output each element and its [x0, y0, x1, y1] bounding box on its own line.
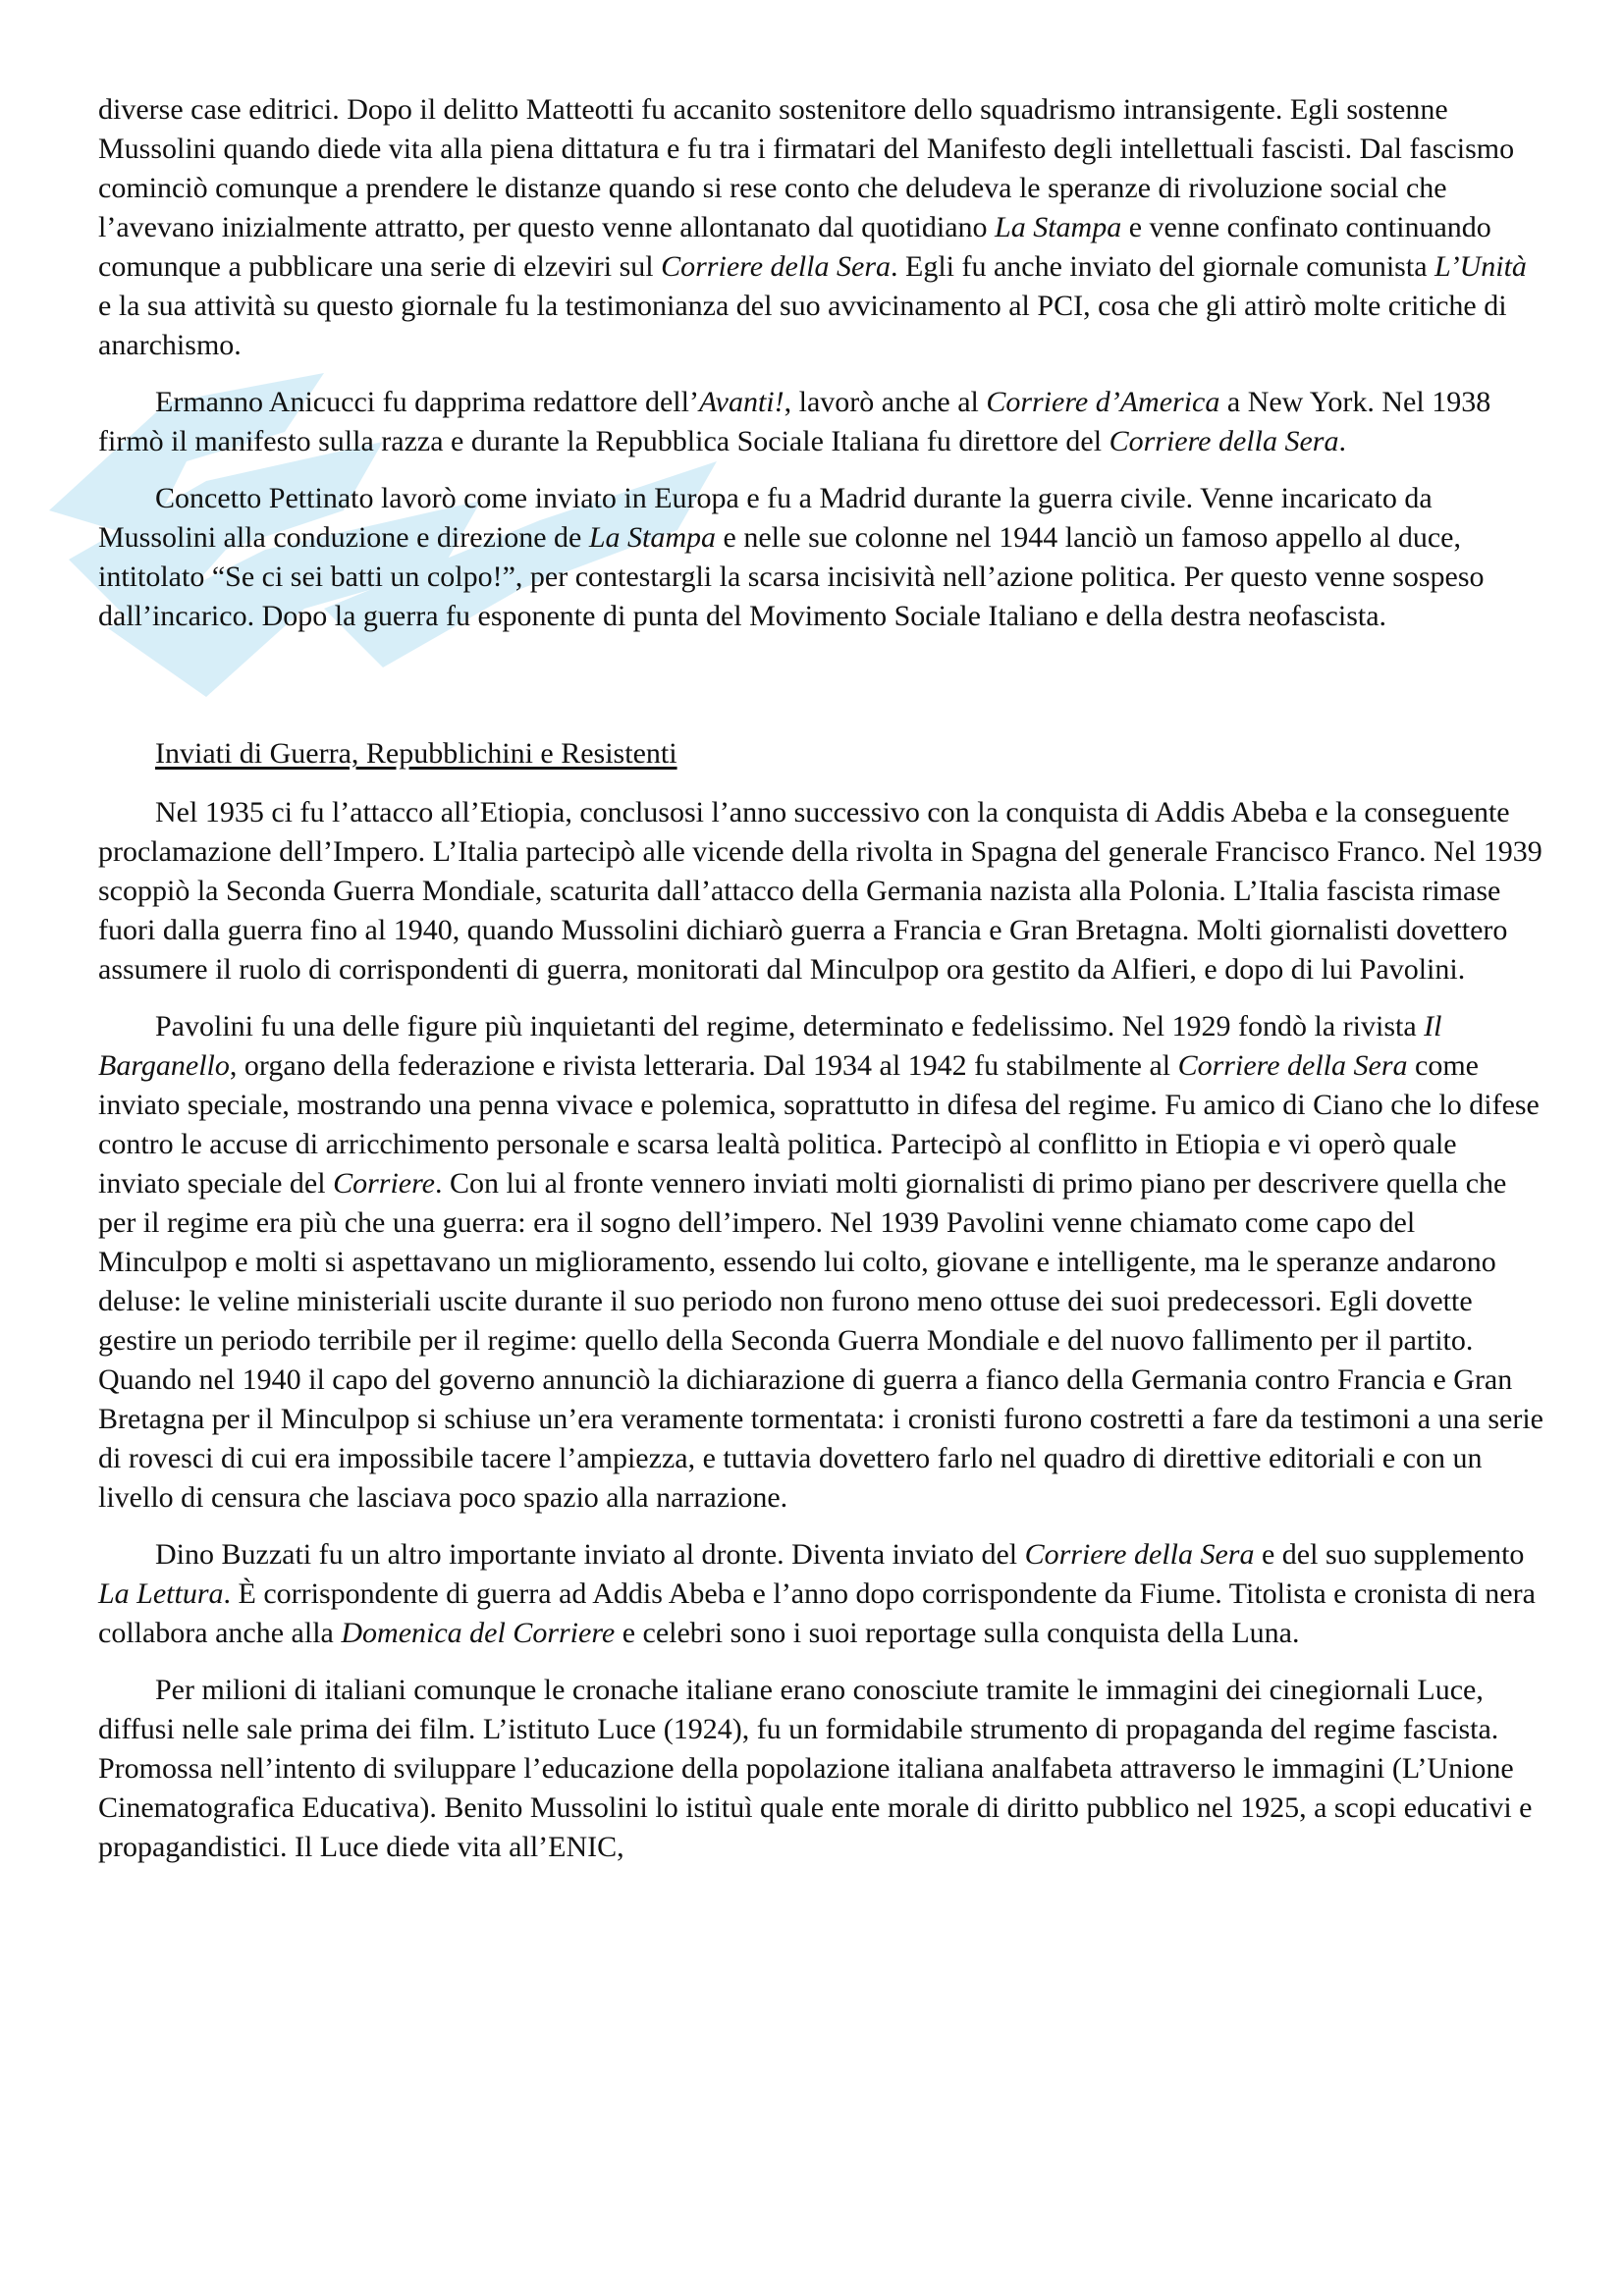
italic-title: Corriere della Sera — [661, 250, 891, 283]
intro-paragraphs — [98, 90, 1543, 636]
paragraph-text: . Egli fu anche inviato del giornale comunista — [891, 250, 1435, 283]
paragraph-text: a New York. Nel 1938 firmò il manifesto sulla razza e durante la Repubblica Sociale Italiana fu direttore del — [98, 386, 1491, 457]
paragraph-text: Concetto Pettinato lavorò come inviato in Europa e fu a Madrid durante la guerra civile. Venne incaricato da Mussolini alla conduzione e direzione de — [98, 482, 1433, 554]
italic-title: Domenica del Corriere — [341, 1617, 616, 1649]
section-body — [98, 793, 1543, 1867]
paragraph-text: diverse case editrici. Dopo il delitto Matteotti fu accanito sostenitore dello squadrismo intransigente. Egli sostenne Mussolini quando diede vita alla piena dittatura e fu tra i firmatari del Manifesto degli intellettuali fascisti. Dal fascismo cominciò comunque a prendere le distanze quando si rese conto che deludeva le speranze di rivoluzione social che l’avevano inizialmente attratto, per questo venne allontanato dal quotidiano — [98, 93, 1515, 243]
paragraph-text: Nel 1935 ci fu l’attacco all’Etiopia, conclusosi l’anno successivo con la conquista di Addis Abeba e la conseguente proclamazione dell’Impero. L’Italia partecipò alle vicende della rivolta in Spagna del generale Francisco Franco. Nel 1939 scoppiò la Seconda Guerra Mondiale, scaturita dall’attacco della Germania nazista alla Polonia. L’Italia fascista rimase fuori dalla guerra fino al 1940, quando Mussolini dichiarò guerra a Francia e Gran Bretagna. Molti giornalisti dovettero assumere il ruolo di corrispondenti di guerra, monitorati dal Minculpop ora gestito da Alfieri, e dopo di lui Pavolini. — [98, 796, 1542, 986]
body-paragraph — [98, 479, 1543, 636]
paragraph-text: come inviato speciale, mostrando una penna vivace e polemica, soprattutto in difesa del regime. Fu amico di Ciano che lo difese contro le accuse di arricchimento personale e scarsa lealtà politica. Partecipò al conflitto in Etiopia e vi operò quale inviato speciale del — [98, 1049, 1540, 1200]
paragraph-text: e nelle sue colonne nel 1944 lanciò un famoso appello al duce, intitolato “Se ci sei batti un colpo!”, per contestargli la scarsa incisività nell’azione politica. Per questo venne sospeso dall’incarico. Dopo la guerra fu esponente di punta del Movimento Sociale Italiano e della destra neofascista. — [98, 521, 1485, 632]
paragraph-text: . — [1338, 425, 1346, 457]
paragraph-text: . È corrispondente di guerra ad Addis Abeba e l’anno dopo corrispondente da Fiume. Titolista e cronista di nera collabora anche alla — [98, 1577, 1536, 1649]
italic-title: La Stampa — [588, 521, 717, 554]
body-paragraph — [98, 1535, 1543, 1653]
italic-title: Corriere d’America — [986, 386, 1220, 418]
italic-title: Corriere della Sera — [1109, 425, 1339, 457]
paragraph-text: , organo della federazione e rivista letteraria. Dal 1934 al 1942 fu stabilmente al — [229, 1049, 1178, 1082]
paragraph-text: e celebri sono i suoi reportage sulla conquista della Luna. — [615, 1617, 1300, 1649]
paragraph-text: Pavolini fu una delle figure più inquietanti del regime, determinato e fedelissimo. Nel 1929 fondò la rivista — [155, 1010, 1425, 1042]
italic-title: L’Unità — [1434, 250, 1527, 283]
paragraph-text: Dino Buzzati fu un altro importante inviato al dronte. Diventa inviato del — [155, 1538, 1025, 1571]
paragraph-text: , lavorò anche al — [784, 386, 987, 418]
section-heading: Inviati di Guerra, Repubblichini e Resistenti — [155, 737, 677, 770]
italic-title: Corriere della Sera — [1177, 1049, 1408, 1082]
paragraph-text: e del suo supplemento — [1254, 1538, 1525, 1571]
body-paragraph — [98, 383, 1543, 461]
paragraph-text: Per milioni di italiani comunque le cronache italiane erano conosciute tramite le immagini dei cinegiornali Luce, diffusi nelle sale prima dei film. L’istituto Luce (1924), fu un formidabile strumento di propaganda del regime fascista. Promossa nell’intento di sviluppare l’educazione della popolazione italiana analfabeta attraverso le immagini (L’Unione Cinematografica Educativa). Benito Mussolini lo istituì quale ente morale di diritto pubblico nel 1925, a scopi educativi e propagandistici. Il Luce diede vita all’ENIC, — [98, 1674, 1533, 1863]
italic-title: La Lettura — [98, 1577, 224, 1610]
paragraph-text: e venne confinato continuando comunque a pubblicare una serie di elzeviri sul — [98, 211, 1491, 283]
body-paragraph — [98, 90, 1543, 365]
italic-title: Il Barganello — [98, 1010, 1442, 1082]
italic-title: Corriere della Sera — [1024, 1538, 1255, 1571]
document-page — [98, 90, 1543, 1885]
italic-title: Avanti! — [698, 386, 784, 418]
paragraph-text: e la sua attività su questo giornale fu la testimonianza del suo avvicinamento al PCI, cosa che gli attirò molte critiche di anarchismo. — [98, 290, 1507, 361]
body-paragraph — [98, 793, 1543, 989]
italic-title: La Stampa — [995, 211, 1122, 243]
section-spacer — [98, 654, 1543, 734]
paragraph-text: . Con lui al fronte vennero inviati molti giornalisti di primo piano per descrivere quella che per il regime era più che una guerra: era il sogno dell’impero. Nel 1939 Pavolini venne chiamato come capo del Minculpop e molti si aspettavano un miglioramento, essendo lui colto, giovane e intelligente, ma le speranze andarono deluse: le veline ministeriali uscite durante il suo periodo non furono meno ottuse dei suoi predecessori. Egli dovette gestire un periodo terribile per il regime: quello della Seconda Guerra Mondiale e del nuovo fallimento per il partito. Quando nel 1940 il capo del governo annunciò la dichiarazione di guerra a fianco della Germania contro Francia e Gran Bretagna per il Minculpop si schiuse un’era veramente tormentata: i cronisti furono costretti a fare da testimoni a una serie di rovesci di cui era impossibile tacere l’ampiezza, e tuttavia dovettero farlo nel quadro di direttive editoriali e con un livello di censura che lasciava poco spazio alla narrazione. — [98, 1167, 1543, 1514]
italic-title: Corriere — [333, 1167, 435, 1200]
body-paragraph — [98, 1007, 1543, 1518]
body-paragraph — [98, 1671, 1543, 1867]
paragraph-text: Ermanno Anicucci fu dapprima redattore dell’ — [155, 386, 699, 418]
